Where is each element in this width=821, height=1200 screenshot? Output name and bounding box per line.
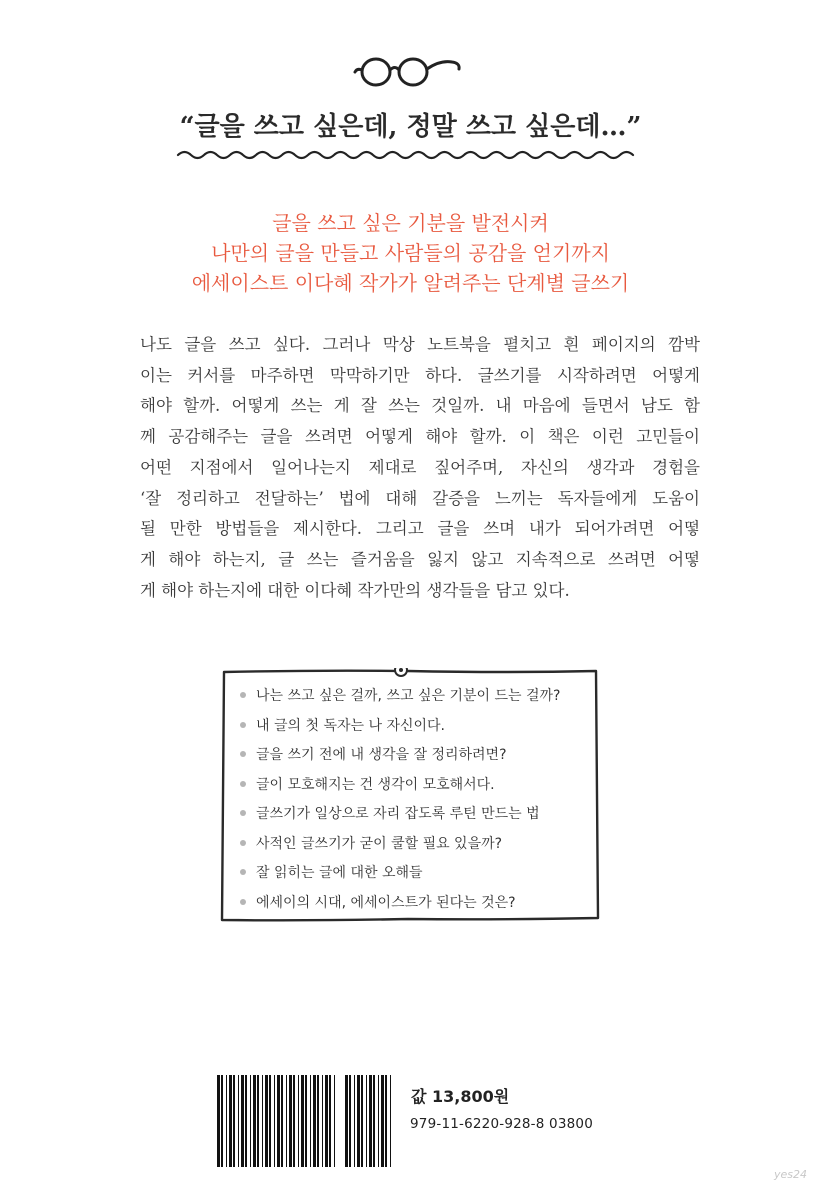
paragraph-line: 어떤 지점에서 일어나는지 제대로 짚어주며, 자신의 생각과 경험을	[140, 457, 700, 477]
list-item: 에세이의 시대, 에세이스트가 된다는 것은?	[240, 889, 560, 919]
list-item: 글이 모호해지는 건 생각이 모호해서다.	[240, 771, 560, 801]
barcode-bar	[281, 1075, 283, 1167]
paragraph-line: 이는 커서를 마주하면 막막하기만 하다. 글쓰기를 시작하려면 어떻게	[140, 365, 700, 385]
barcode-bar	[217, 1075, 220, 1167]
bullet-dot	[240, 899, 246, 905]
barcode-bar	[286, 1075, 287, 1167]
paragraph-line: 될 만한 방법들을 제시한다. 그리고 글을 쓰며 내가 되어가려면 어떻	[140, 519, 700, 539]
barcode-bar	[301, 1075, 304, 1167]
barcode-bar	[322, 1075, 323, 1167]
contents-list	[240, 682, 560, 918]
pin-icon	[395, 668, 407, 676]
list-item: 글을 쓰기 전에 내 생각을 잘 정리하려면?	[240, 741, 560, 771]
barcode-bar	[329, 1075, 331, 1167]
barcode-bar	[253, 1075, 256, 1167]
barcode-bar	[257, 1075, 259, 1167]
barcode-bar	[245, 1075, 247, 1167]
barcode-bar	[310, 1075, 311, 1167]
description-paragraph	[140, 330, 700, 606]
barcode-bar	[277, 1075, 280, 1167]
bullet-dot	[240, 869, 246, 875]
barcode-bar	[313, 1075, 316, 1167]
paragraph-line: 해야 할까. 어떻게 쓰는 게 잘 쓰는 것일까. 내 마음에 들면서 남도 함	[140, 396, 700, 416]
bullet-dot	[240, 751, 246, 757]
barcode-bar	[221, 1075, 223, 1167]
barcode-bar	[269, 1075, 271, 1167]
barcode-bar	[289, 1075, 292, 1167]
barcode-bar	[226, 1075, 227, 1167]
barcode-bar	[373, 1075, 375, 1167]
paragraph-line: 나도 글을 쓰고 싶다. 그러나 막상 노트북을 펼치고 흰 페이지의 깜박	[140, 335, 700, 354]
subtitle-line: 나만의 글을 만들고 사람들의 공감을 얻기까지	[211, 241, 610, 265]
paragraph-line: 께 공감해주는 글을 쓰려면 어떻게 해야 할까. 이 책은 이런 고민들이	[140, 427, 700, 447]
barcode-bar	[354, 1075, 355, 1167]
barcode-bar	[274, 1075, 275, 1167]
isbn-number: 979-11-6220-928-8 03800	[410, 1116, 593, 1132]
barcode-bar	[250, 1075, 251, 1167]
barcode-bar	[381, 1075, 384, 1167]
barcode-bar	[298, 1075, 299, 1167]
bullet-dot	[240, 840, 246, 846]
paragraph-line: 게 해야 하는지에 대한 이다혜 작가만의 생각들을 담고 있다.	[140, 580, 570, 600]
headline-quote: “글을 쓰고 싶은데, 정말 쓰고 싶은데…”	[179, 112, 642, 142]
barcode-bar	[385, 1075, 387, 1167]
wavy-line-decoration	[176, 148, 644, 162]
bullet-dot	[240, 781, 246, 787]
bullet-dot	[240, 722, 246, 728]
barcode-bar	[349, 1075, 351, 1167]
bullet-dot	[240, 810, 246, 816]
barcode-bar	[325, 1075, 328, 1167]
list-item: 나는 쓰고 싶은 걸까, 쓰고 싶은 기분이 드는 걸까?	[240, 682, 560, 712]
barcode-bar	[334, 1075, 335, 1167]
contents-note-card	[218, 668, 602, 924]
barcode-bar	[366, 1075, 367, 1167]
barcode-bar	[317, 1075, 319, 1167]
barcode	[217, 1075, 393, 1167]
bullet-dot	[240, 692, 246, 698]
glasses-icon	[352, 48, 464, 92]
barcode-bar	[378, 1075, 379, 1167]
subtitle-line: 에세이스트 이다혜 작가가 알려주는 단계별 글쓰기	[191, 271, 630, 295]
watermark-logo: yes24	[774, 1168, 808, 1181]
barcode-bar	[293, 1075, 295, 1167]
subtitle-line: 글을 쓰고 싶은 기분을 발전시켜	[272, 211, 549, 235]
barcode-bar	[265, 1075, 268, 1167]
barcode-bar	[229, 1075, 232, 1167]
paragraph-line: 게 해야 하는지, 글 쓰는 즐거움을 잃지 않고 지속적으로 쓰려면 어떻	[140, 549, 700, 569]
price-label: 값 13,800원	[411, 1087, 510, 1106]
barcode-bar	[238, 1075, 239, 1167]
barcode-bar	[305, 1075, 307, 1167]
barcode-bar	[241, 1075, 244, 1167]
paragraph-line: ‘잘 정리하고 전달하는’ 법에 대해 갈증을 느끼는 독자들에게 도움이	[140, 488, 700, 508]
barcode-bar	[390, 1075, 391, 1167]
barcode-bar	[233, 1075, 235, 1167]
subtitle	[0, 208, 821, 298]
barcode-bar	[369, 1075, 372, 1167]
list-item: 잘 읽히는 글에 대한 오해들	[240, 859, 560, 889]
barcode-bar	[357, 1075, 360, 1167]
barcode-bar	[361, 1075, 363, 1167]
list-item: 글쓰기가 일상으로 자리 잡도록 루틴 만드는 법	[240, 800, 560, 830]
list-item: 내 글의 첫 독자는 나 자신이다.	[240, 712, 560, 742]
list-item: 사적인 글쓰기가 굳이 쿨할 필요 있을까?	[240, 830, 560, 860]
barcode-bar	[262, 1075, 263, 1167]
barcode-bar	[345, 1075, 348, 1167]
